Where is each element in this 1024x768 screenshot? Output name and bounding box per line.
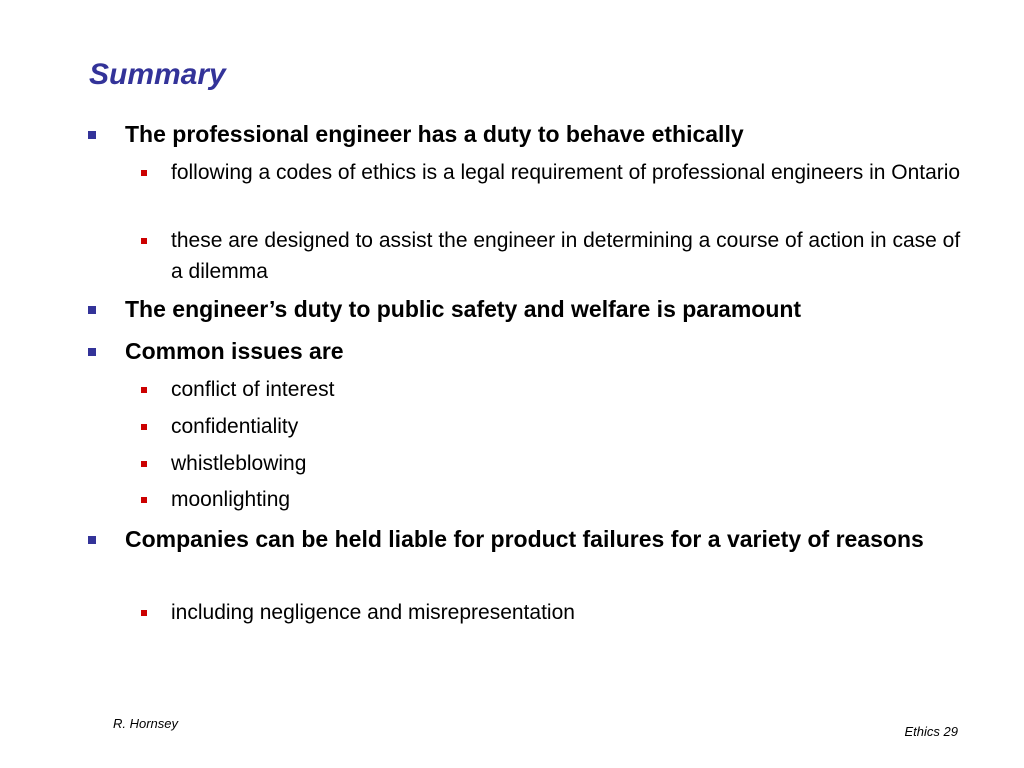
square-bullet-icon <box>88 131 96 139</box>
bullet-text: whistleblowing <box>171 452 307 475</box>
bullet-item-level2 <box>171 484 971 515</box>
footer-author: R. Hornsey <box>113 716 179 731</box>
bullet-text: The engineer’s duty to public safety and welfare is paramount <box>125 296 802 322</box>
square-bullet-icon <box>141 170 147 176</box>
square-bullet-icon <box>88 348 96 356</box>
square-bullet-icon <box>141 461 147 467</box>
bullet-item-level2 <box>171 374 971 405</box>
bullet-text: The professional engineer has a duty to behave ethically <box>125 121 744 147</box>
square-bullet-icon <box>141 610 147 616</box>
bullet-item-level1 <box>125 334 985 369</box>
square-bullet-icon <box>141 497 147 503</box>
bullet-item-level2 <box>171 157 971 188</box>
bullet-item-level2 <box>171 597 971 628</box>
bullet-text: conflict of interest <box>171 378 335 401</box>
bullet-item-level1 <box>125 522 985 557</box>
bullet-text: confidentiality <box>171 415 299 438</box>
square-bullet-icon <box>88 536 96 544</box>
bullet-text: Common issues are <box>125 338 344 364</box>
square-bullet-icon <box>141 238 147 244</box>
square-bullet-icon <box>141 387 147 393</box>
bullet-item-level1 <box>125 292 985 327</box>
bullet-item-level1 <box>125 117 985 152</box>
bullet-text: Companies can be held liable for product failures for a variety of reasons <box>125 526 924 552</box>
bullet-text: moonlighting <box>171 488 291 511</box>
slide-title: Summary <box>89 58 226 91</box>
bullet-text: following a codes of ethics is a legal requirement of professional engineers in Ontario <box>171 161 961 184</box>
bullet-text: including negligence and misrepresentation <box>171 601 575 624</box>
bullet-text: these are designed to assist the engineer in determining a course of action in case of a dilemma <box>171 229 961 283</box>
bullet-item-level2 <box>171 448 971 479</box>
bullet-item-level2 <box>171 225 971 287</box>
square-bullet-icon <box>141 424 147 430</box>
footer-page-label: Ethics 29 <box>904 724 958 739</box>
square-bullet-icon <box>88 306 96 314</box>
bullet-item-level2 <box>171 411 971 442</box>
